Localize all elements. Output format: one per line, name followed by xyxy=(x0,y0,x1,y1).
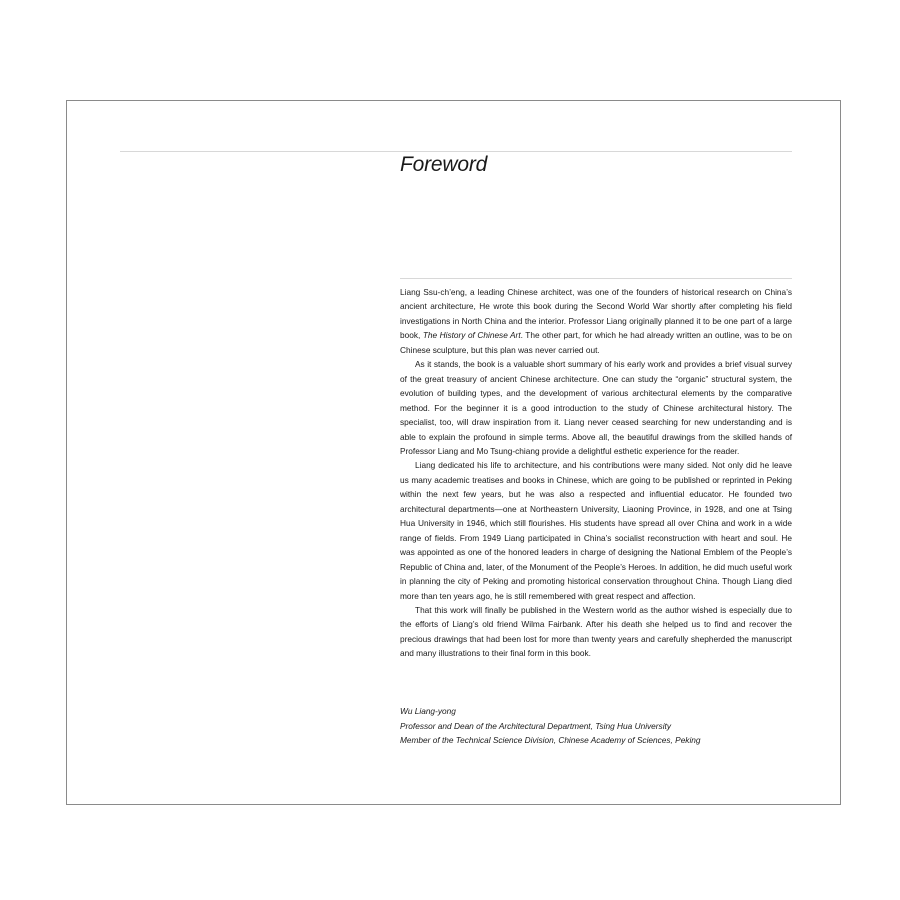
body-divider xyxy=(400,278,792,279)
paragraph-1-tail: . The other part, for which he had already written an outline, was to be on Chinese sculpture, but this plan was never carried out. xyxy=(400,330,792,355)
paragraph-1-lead: Liang Ssu-ch’eng, a leading Chinese architect, was one of the founders of historical research on China’s ancient architecture, He wrote this book during the Second World War shortly after completing his field investigations in North China and the interior. Professor Liang originally planned it to be one part of a large book, xyxy=(400,287,792,341)
author-title: Professor and Dean of the Architectural Department, Tsing Hua University xyxy=(400,720,672,731)
signature-block xyxy=(400,704,792,748)
top-divider xyxy=(120,151,792,152)
author-name: Wu Liang-yong xyxy=(400,706,456,716)
book-title-reference: The History of Chinese Art xyxy=(422,330,521,341)
author-membership: Member of the Technical Science Division, Chinese Academy of Sciences, Peking xyxy=(400,735,701,746)
paragraph-1 xyxy=(400,285,792,357)
paragraph-2: As it stands, the book is a valuable short summary of his early work and provides a brief visual survey of the great treasury of ancient Chinese architecture. One can study the “organic” structural system, the evolution of building types, and the development of various architectural elements by the comparative method. For the beginner it is a good introduction to the study of Chinese architectural history. The specialist, too, will draw inspiration from it. Liang never ceased searching for new understanding and is able to explain the profound in simple terms. Above all, the beautiful drawings from the skilled hands of Professor Liang and Mo Tsung-chiang provide a delightful esthetic experience for the reader. xyxy=(400,359,792,456)
paragraph-4: That this work will finally be published in the Western world as the author wished is especially due to the efforts of Liang’s old friend Wilma Fairbank. After his death she helped us to find and recover the precious drawings that had been lost for more than twenty years and carefully shepherded the manuscript and many illustrations to their final form in this book. xyxy=(400,604,792,659)
foreword-body xyxy=(400,285,792,661)
paragraph-3: Liang dedicated his life to architecture, and his contributions were many sided. Not only did he leave us many academic treatises and books in Chinese, which are going to be published or reprinted in Peking within the next few years, but he was also a respected and influential educator. He founded two architectural departments—one at Northeastern University, Liaoning Province, in 1928, and one at Tsing Hua University in 1946, which still flourishes. His students have spread all over China and work in a wide range of fields. From 1949 Liang participated in China’s socialist reconstruction with heart and soul. He was appointed as one of the honored leaders in charge of designing the National Emblem of the People’s Republic of China and, later, of the Monument of the People’s Heroes. In addition, he did much useful work in planning the city of Peking and promoting historical conservation throughout China. Though Liang died more than ten years ago, he is still remembered with great respect and affection. xyxy=(400,460,792,601)
page-title: Foreword xyxy=(400,153,488,176)
